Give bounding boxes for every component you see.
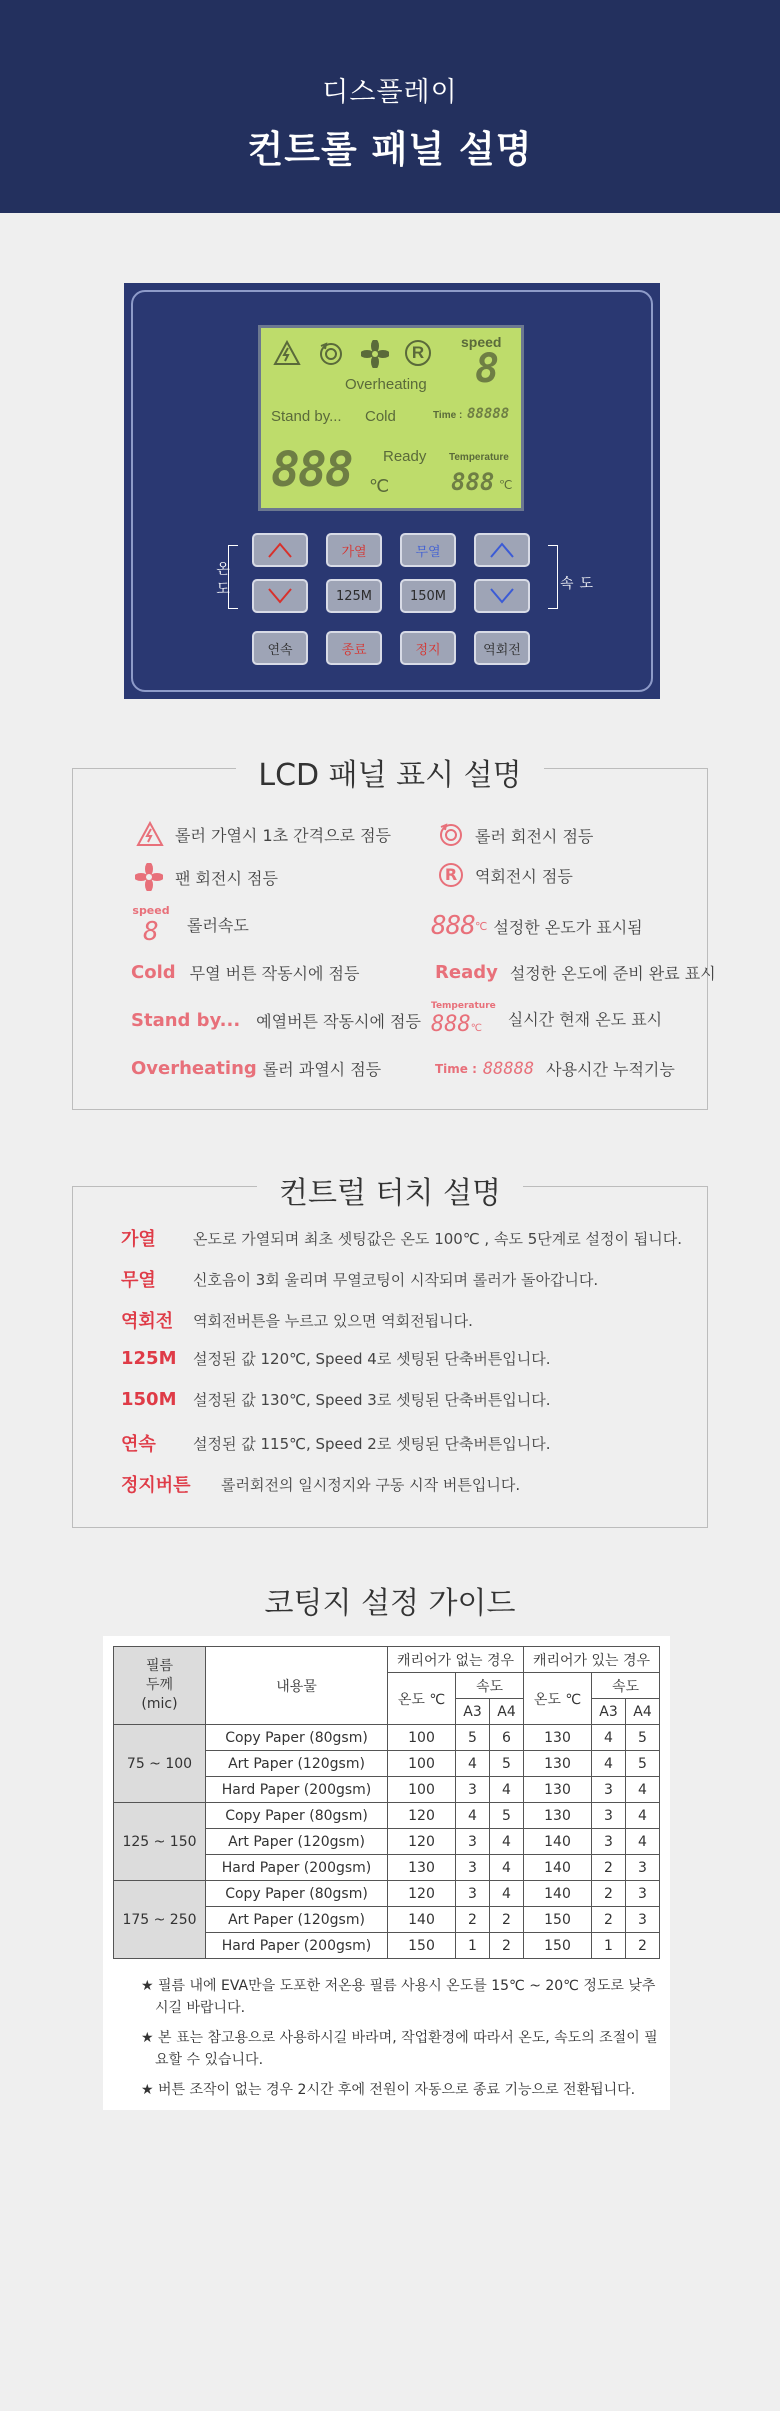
cell-t1: 120 [388,1829,456,1855]
control-panel-illustration [124,283,660,699]
roller-rotate-icon [437,821,465,849]
speed-down-button[interactable] [474,579,530,613]
legend-reverse: R 역회전시 점등 [439,863,573,887]
cell-t1: 120 [388,1881,456,1907]
cell-a4: 4 [490,1881,524,1907]
right-bracket [548,545,558,609]
header-subtitle: 디스플레이 [322,77,458,108]
cell-b4: 5 [626,1725,660,1751]
header-title: 컨트롤 패널 설명 [247,128,533,171]
speed-word: speed [132,904,170,917]
cell-a3: 3 [456,1855,490,1881]
cell-t1: 100 [388,1777,456,1803]
table-row [114,1725,660,1751]
lcd-big-digits: 888 [271,442,352,498]
temp-header: 온도 ℃ [524,1673,592,1725]
temp-down-button[interactable] [252,579,308,613]
legend-fan: 팬 회전시 점등 [135,863,278,891]
stop-button[interactable]: 정지 [400,631,456,665]
cell-a4: 4 [490,1829,524,1855]
table-row [114,1881,660,1907]
cell-b3: 2 [592,1907,626,1933]
cell-a4: 4 [490,1855,524,1881]
speed-digit: 8 [143,917,159,947]
cell-a4: 5 [490,1803,524,1829]
guide-table-body [114,1725,660,1959]
temp-digits: 888 [431,911,475,941]
cell-a4: 5 [490,1751,524,1777]
continuous-button[interactable]: 연속 [252,631,308,665]
cell-a3: 3 [456,1777,490,1803]
cell-t1: 120 [388,1803,456,1829]
speed-header: 속도 [592,1673,660,1699]
lcd-speed-digit: 8 [475,346,500,392]
lcd-overheating: Overheating [345,376,427,393]
cell-b4: 3 [626,1881,660,1907]
chevron-up-icon [487,540,517,560]
cell-t2: 150 [524,1907,592,1933]
cell-a3: 3 [456,1881,490,1907]
cell-a3: 3 [456,1829,490,1855]
heat-warning-icon [273,340,301,366]
guide-table-card [103,1636,670,2110]
note-item: ★ 본 표는 참고용으로 사용하시길 바라며, 작업환경에 따라서 온도, 속도의 조절이 필요할 수 있습니다. [141,2030,658,2068]
cell-b3: 2 [592,1855,626,1881]
temperature-side-label: 온도 [214,561,230,601]
cell-b4: 2 [626,1933,660,1959]
cell-t1: 100 [388,1751,456,1777]
control-row: 150M 설정된 값 130℃, Speed 3로 셋팅된 단축버튼입니다. [121,1389,551,1410]
temp-header: 온도 ℃ [388,1673,456,1725]
legend-standby: Stand by... 예열버튼 작동시에 점등 [131,1010,421,1031]
paper-type: Art Paper (120gsm) [206,1907,388,1933]
roller-rotate-icon [317,340,345,368]
cell-t2: 140 [524,1855,592,1881]
reverse-r-icon: R [405,340,431,366]
thickness-range: 75 ~ 100 [114,1725,206,1803]
cell-t2: 140 [524,1829,592,1855]
lcd-celsius-small: ℃ [499,478,513,492]
lcd-time-label: Time : [433,410,463,421]
silent-button[interactable]: 무열 [400,533,456,567]
cell-b3: 3 [592,1803,626,1829]
paper-type: Copy Paper (80gsm) [206,1803,388,1829]
cell-b3: 2 [592,1881,626,1907]
cell-t2: 130 [524,1751,592,1777]
legend-cold: Cold 무열 버튼 작동시에 점등 [131,962,360,983]
paper-type: Copy Paper (80gsm) [206,1725,388,1751]
cell-a3: 1 [456,1933,490,1959]
speed-side-label: 속도 [560,576,600,592]
cell-b3: 4 [592,1725,626,1751]
cell-t2: 130 [524,1777,592,1803]
control-row: 가열 온도로 가열되며 최초 셋팅값은 온도 100℃ , 속도 5단계로 설정이 됩니다. [121,1229,682,1250]
no-carrier-header: 캐리어가 없는 경우 [388,1647,524,1673]
control-row: 125M 설정된 값 120℃, Speed 4로 셋팅된 단축버튼입니다. [121,1348,551,1369]
paper-type: Hard Paper (200gsm) [206,1933,388,1959]
legend-overheating: Overheating 롤러 과열시 점등 [131,1058,382,1079]
lcd-ready: Ready [383,448,427,465]
cell-t1: 150 [388,1933,456,1959]
note-item: ★ 필름 내에 EVA만을 도포한 저온용 필름 사용시 온도를 15℃ ~ 20℃ 정도로 낮추시길 바랍니다. [141,1978,656,2016]
cell-b4: 4 [626,1829,660,1855]
control-row: 무열 신호음이 3회 울리며 무열코팅이 시작되며 롤러가 돌아갑니다. [121,1270,599,1291]
speed-up-button[interactable] [474,533,530,567]
lcd-small-digits: 888 [451,468,495,496]
paper-type: Art Paper (120gsm) [206,1829,388,1855]
lcd-speed-label: speed [461,334,502,350]
lcd-cold: Cold [365,408,396,425]
thickness-range: 125 ~ 150 [114,1803,206,1881]
control-row: 연속 설정된 값 115℃, Speed 2로 셋팅된 단축버튼입니다. [121,1434,551,1455]
legend-time: Time : 88888 사용시간 누적기능 [435,1058,675,1079]
paper-type: Art Paper (120gsm) [206,1751,388,1777]
legend-heat: 롤러 가열시 1초 간격으로 점등 [135,821,391,847]
control-touch-box [72,1176,708,1528]
reverse-r-icon: R [439,863,463,887]
table-row [114,1803,660,1829]
chevron-down-icon [265,586,295,606]
cell-a4: 2 [490,1907,524,1933]
fan-icon [135,863,163,891]
page-header [0,0,780,213]
cell-t2: 130 [524,1725,592,1751]
control-row: 역회전 역회전버튼을 누르고 있으면 역회전됩니다. [121,1311,473,1332]
heat-warning-icon [135,821,165,847]
lcd-temperature-label: Temperature [449,452,509,463]
note-item: ★ 버튼 조작이 없는 경우 2시간 후에 전원이 자동으로 종료 기능으로 전환됩니다. [141,2082,636,2098]
lcd-legend-box [72,758,716,1110]
cell-b4: 5 [626,1751,660,1777]
cell-a3: 5 [456,1725,490,1751]
temp-up-button[interactable] [252,533,308,567]
control-touch-title: 컨트럴 터치 설명 [257,1176,523,1211]
cell-a4: 2 [490,1933,524,1959]
lcd-standby: Stand by... [271,408,342,425]
cell-b4: 3 [626,1855,660,1881]
paper-type: Hard Paper (200gsm) [206,1777,388,1803]
legend-temp-set: 888 ℃ 설정한 온도가 표시됨 [431,911,643,941]
cell-t2: 150 [524,1933,592,1959]
preset-125m-button[interactable]: 125M [326,579,382,613]
cell-b4: 3 [626,1907,660,1933]
cell-t1: 100 [388,1725,456,1751]
cell-t1: 140 [388,1907,456,1933]
end-button[interactable]: 종료 [326,631,382,665]
thickness-range: 175 ~ 250 [114,1881,206,1959]
cell-b4: 4 [626,1803,660,1829]
legend-rotate: 롤러 회전시 점등 [437,821,593,849]
cell-b3: 3 [592,1777,626,1803]
film-thickness-header: 필름 두께 (mic) [114,1647,206,1725]
with-carrier-header: 캐리어가 있는 경우 [524,1647,660,1673]
legend-ready: Ready 설정한 온도에 준비 완료 표시 [435,962,716,983]
cell-a4: 6 [490,1725,524,1751]
cell-b4: 4 [626,1777,660,1803]
paper-type: Hard Paper (200gsm) [206,1855,388,1881]
cell-a4: 4 [490,1777,524,1803]
heat-button[interactable]: 가열 [326,533,382,567]
chevron-down-icon [487,586,517,606]
cell-t2: 130 [524,1803,592,1829]
legend-temperature: Temperature 888℃ 실시간 현재 온도 표시 [431,1001,663,1037]
content-header: 내용물 [206,1647,388,1725]
cell-t1: 130 [388,1855,456,1881]
cell-b3: 1 [592,1933,626,1959]
lcd-time-digits: 88888 [467,406,510,422]
fan-icon [361,340,389,368]
coating-guide-table: 필름 두께 (mic) 내용물 캐리어가 없는 경우 캐리어가 있는 경우 온도 ℃ 속도 온도 ℃ 속도 A3 A4 A3 A4 75 ~ 100 Copy Paper (80gsm) 100 5 6 130 4 5 Art Paper (120gsm) 100 4 5 130 4 5 Hard Paper (200gsm) 100 3 4 130 3 4 125 ~ 150 Copy Paper (80gsm) 120 4 5 130 3 4 Art Paper (120gsm) 120 3 4 140 3 4 Hard Paper (200gsm) 130 3 4 140 2 3 175 ~ 250 Copy Paper (80gsm) 120 3 4 140 2 3 Art Paper (120gsm) 140 2 2 150 2 3 Hard Paper (200gsm) 150 1 2 150 1 2 [113,1646,660,1959]
legend-speed: speed 8 롤러속도 [132,904,249,947]
cell-a3: 2 [456,1907,490,1933]
guide-title: 코팅지 설정 가이드 [264,1586,516,1621]
lcd-screen [258,325,524,511]
cell-a3: 4 [456,1803,490,1829]
cell-b3: 4 [592,1751,626,1777]
preset-150m-button[interactable]: 150M [400,579,456,613]
guide-notes [141,1975,661,2109]
chevron-up-icon [265,540,295,560]
control-row: 정지버튼 롤러회전의 일시정지와 구동 시작 버튼입니다. [121,1475,521,1496]
lcd-legend-title: LCD 패널 표시 설명 [236,758,543,793]
cell-a3: 4 [456,1751,490,1777]
lcd-celsius-big: ℃ [369,476,390,496]
cell-b3: 3 [592,1829,626,1855]
paper-type: Copy Paper (80gsm) [206,1881,388,1907]
speed-header: 속도 [456,1673,524,1699]
reverse-button[interactable]: 역회전 [474,631,530,665]
cell-t2: 140 [524,1881,592,1907]
